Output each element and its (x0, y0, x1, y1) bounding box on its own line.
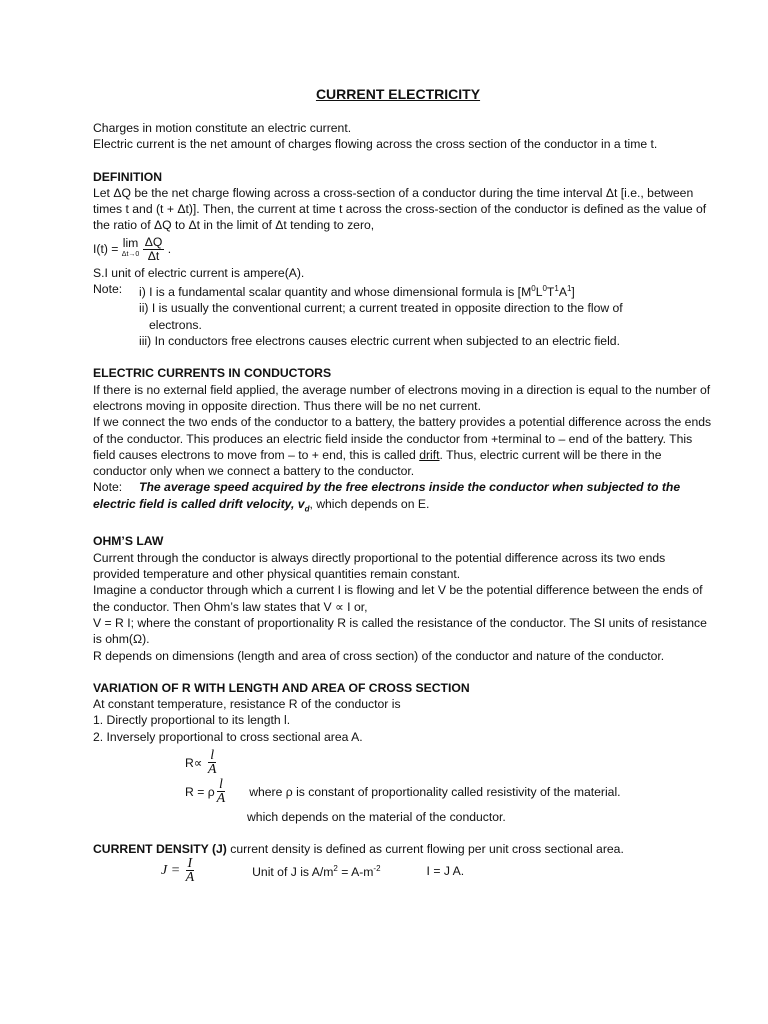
document-page (93, 86, 713, 884)
variation-line-3: 2. Inversely proportional to cross sectional area A. (93, 729, 363, 744)
variation-line-2: 1. Directly proportional to its length l. (93, 713, 291, 728)
proportional-formula (93, 749, 713, 776)
formula-r-proportional: R∝ (185, 755, 203, 770)
definition-note-1 (93, 281, 713, 300)
variation-heading: VARIATION OF R WITH LENGTH AND AREA OF CROSS SECTION (93, 680, 470, 695)
conductors-heading: ELECTRIC CURRENTS IN CONDUCTORS (93, 366, 332, 381)
note-label: Note: (93, 282, 123, 297)
intro-line-1: Charges in motion constitute an electric current. (93, 121, 352, 135)
definition-text: Let ΔQ be the net charge flowing across a cross-section of a conductor during the time interval Δt [i.e., between times t and (t + Δt)]. Then, the current at time t across the cross-section of the conductor is defined as the value of the ratio of ΔQ to Δt in the limit of Δt tending to zero, (93, 185, 707, 233)
variation-line-1: At constant temperature, resistance R of the conductor is (93, 697, 401, 712)
page-title: CURRENT ELECTRICITY (315, 86, 481, 102)
formula-j-vector: J = (161, 862, 181, 878)
current-formula (93, 236, 713, 263)
formula-lhs: I(t) = (93, 242, 119, 257)
formula-end: . (167, 242, 172, 257)
formula-l-over-a: $\frac{l}{A}$ (207, 748, 217, 777)
definition-note-3: iii) In conductors free electrons causes electric current when subjected to an electric field. (139, 334, 620, 349)
density-relation: I = J A. (426, 863, 465, 878)
formula-r-equals-rho: R = ρ (185, 784, 215, 799)
ohm-paragraph-2: Imagine a conductor through which a current I is flowing and let V be the potential difference between the ends of the conductor. Then Ohm’s law states that V ∝ I or, (93, 583, 703, 614)
density-unit: Unit of J is $A/m^2 = A-m^{-2}$ (252, 864, 381, 880)
definition-note-2: ii) I is usually the conventional current; a current treated in opposite direction to the flow of (139, 301, 623, 316)
conductors-note: Note: The average speed acquired by the free electrons inside the conductor when subjected to the electric field is called drift velocity, $v_d$, which depends on E. (93, 480, 681, 514)
note-1-text: i) I is a fundamental scalar quantity and whose dimensional formula is $[M^0L^0T^1A^1]$ (139, 284, 575, 300)
formula-lim-sub: Δt→0 (121, 251, 140, 259)
current-density-formula (93, 857, 713, 884)
ohm-paragraph-4: R depends on dimensions (length and area of cross section) of the conductor and nature of the conductor. (93, 648, 665, 663)
resistivity-formula (93, 778, 713, 805)
formula-l-over-a-2: $\frac{l}{A}$ (216, 777, 226, 806)
resistivity-description-2: which depends on the material of the conductor. (247, 810, 506, 824)
si-unit-text: S.I unit of electric current is ampere(A). (93, 265, 305, 280)
definition-note-2b: electrons. (149, 317, 202, 332)
definition-heading: DEFINITION (93, 169, 163, 184)
formula-numerator: ΔQ (144, 234, 163, 249)
ohm-paragraph-3: V = R I; where the constant of proportionality R is called the resistance of the conductor. The SI units of resistance is ohm(Ω). (93, 615, 707, 647)
formula-lim-word: lim (122, 236, 139, 251)
ohm-paragraph-1: Current through the conductor is always directly proportional to the potential difference across its two ends provided temperature and other physical quantities remain constant. (93, 550, 666, 582)
formula-limit (122, 238, 140, 260)
current-density-line: CURRENT DENSITY (J) current density is defined as current flowing per unit cross sectional area. (93, 842, 624, 856)
resistivity-description: where ρ is constant of proportionality called resistivity of the material. (249, 784, 621, 799)
conductors-paragraph-1: If there is no external field applied, the average number of electrons moving in a direction is equal to the number of electrons moving in opposite direction. Thus there will be no net current. (93, 382, 711, 413)
density-heading: CURRENT DENSITY (J) (93, 842, 227, 856)
conductors-paragraph-2: If we connect the two ends of the conductor to a battery, the battery provides a potential difference across the ends of the conductor. This produces an electric field inside the conductor from +terminal to – end of the battery. This field causes electrons to move from – to + end, this is called drift. Thus, electric current will be there in the conductor only when we connect a battery to the conductor. (93, 415, 712, 479)
ohm-heading: OHM’S LAW (93, 534, 164, 549)
drift-term: drift (419, 447, 440, 462)
formula-i-over-a: $\frac{I}{A}$ (185, 856, 195, 886)
intro-line-2: Electric current is the net amount of charges flowing across the cross section of the conductor in a time t. (93, 137, 658, 152)
formula-denominator: Δt (147, 248, 160, 263)
formula-fraction (143, 236, 165, 263)
